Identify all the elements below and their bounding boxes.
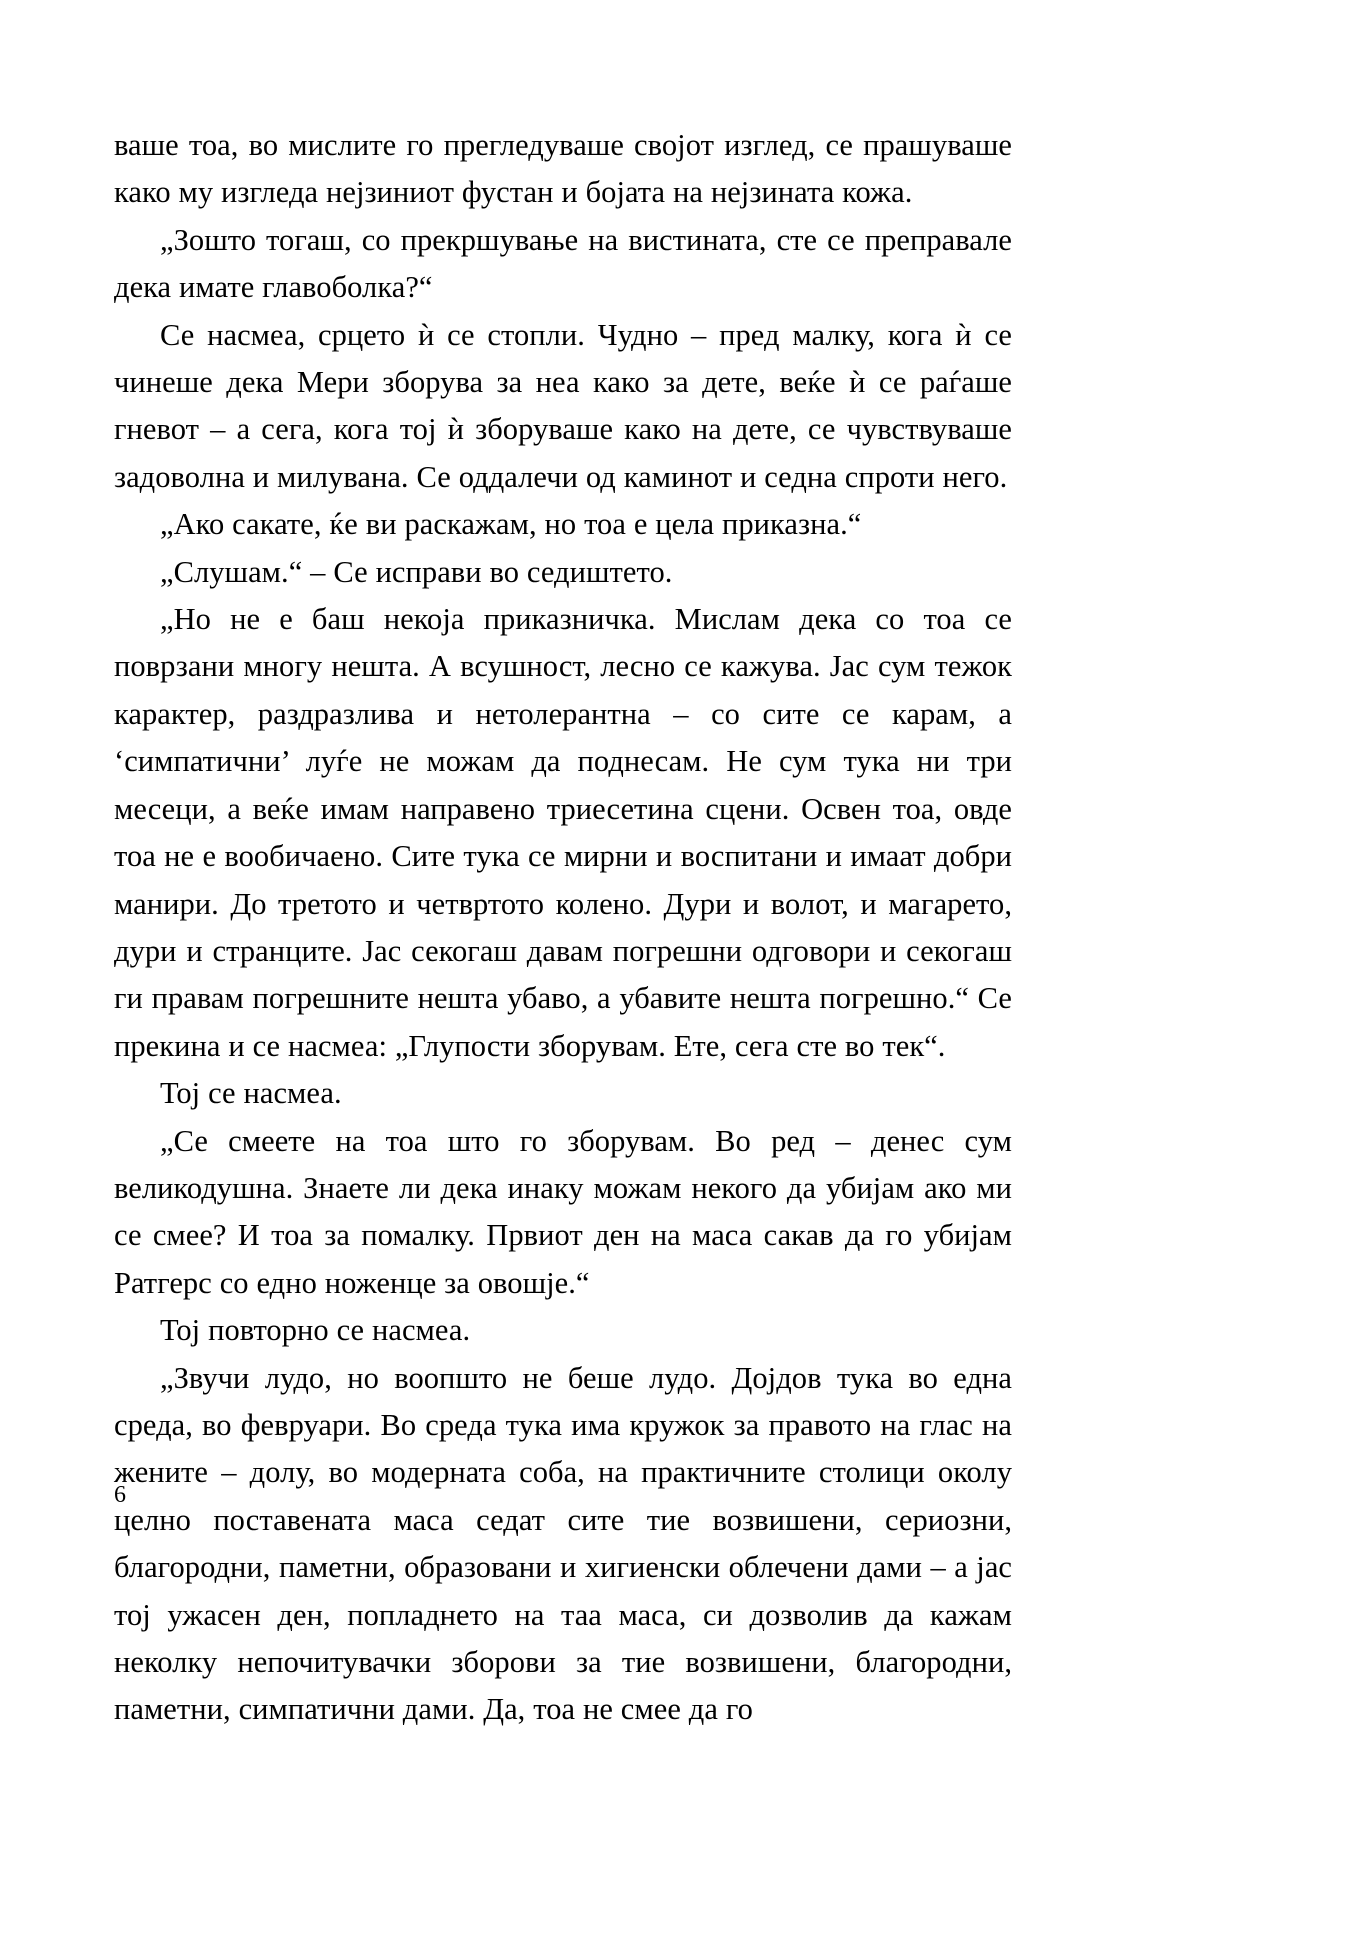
- paragraph-2: „Зошто тогаш, со прекршување на вистината, сте се преправале дека имате главоболка?“: [114, 222, 1012, 305]
- paragraph-6: „Но не е баш некоја приказничка. Мислам дека со тоа се поврзани многу нешта. А всушност, лесно се кажува. Јас сум тежок карактер, раздразлива и нетолерантна – со сите се карам, а ‘симпатични’ луѓе не можам да поднесам. Не сум тука ни три месеци, а веќе имам направено триесетина сцени. Освен тоа, овде тоа не е вообичаено. Сите тука се мирни и воспитани и имаат добри манири. До третото и четвртото колено. Дури и волот, и магарето, дури и странците. Јас секогаш давам погрешни одговори и секогаш ги правам погрешните нешта убаво, а убавите нешта погрешно.“ Се прекина и се насмеа: „Глупости зборувам. Ете, сега сте во тек“.: [114, 602, 1012, 1063]
- paragraph-10: „Звучи лудо, но воопшто не беше лудо. Дојдов тука во една среда, во февруари. Во среда тука има кружок за правото на глас на жените – долу, во модерната соба, на практичните столици околу целно поставената маса седат сите тие возвишени, сериозни, благородни, паметни, образовани и хигиенски облечени дами – а јас тој ужасен ден, попладнето на таа маса, си дозволив да кажам неколку непочитувачки зборови за тие возвишени, благородни, паметни, симпатични дами. Да, тоа не смее да го: [114, 1360, 1012, 1727]
- paragraph-1: ваше тоа, во мислите го прегледуваше својот изглед, се прашуваше како му изгледа нејзиниот фустан и бојата на нејзината кожа.: [114, 128, 1012, 210]
- page-text-body: [114, 122, 1012, 1734]
- paragraph-7: Тој се насмеа.: [160, 1076, 342, 1111]
- page-number: 6: [114, 1482, 126, 1508]
- paragraph-9: Тој повторно се насмеа.: [160, 1313, 471, 1348]
- paragraph-8: „Се смеете на тоа што го зборувам. Во ред – денес сум великодушна. Знаете ли дека инаку можам некого да убијам ако ми се смее? И тоа за помалку. Првиот ден на маса сакав да го убијам Ратгерс со едно ноженце за овошје.“: [114, 1123, 1012, 1300]
- paragraph-4: „Ако сакате, ќе ви раскажам, но тоа е цела приказна.“: [160, 507, 862, 542]
- paragraph-5: „Слушам.“ – Се исправи во седиштето.: [160, 554, 673, 589]
- paragraph-3: Се насмеа, срцето ѝ се стопли. Чудно – пред малку, кога ѝ се чинеше дека Мери зборува за неа како за дете, веќе ѝ се раѓаше гневот – а сега, кога тој ѝ зборуваше како на дете, се чувствуваше задоволна и милувана. Се оддалечи од каминот и седна спроти него.: [114, 317, 1012, 494]
